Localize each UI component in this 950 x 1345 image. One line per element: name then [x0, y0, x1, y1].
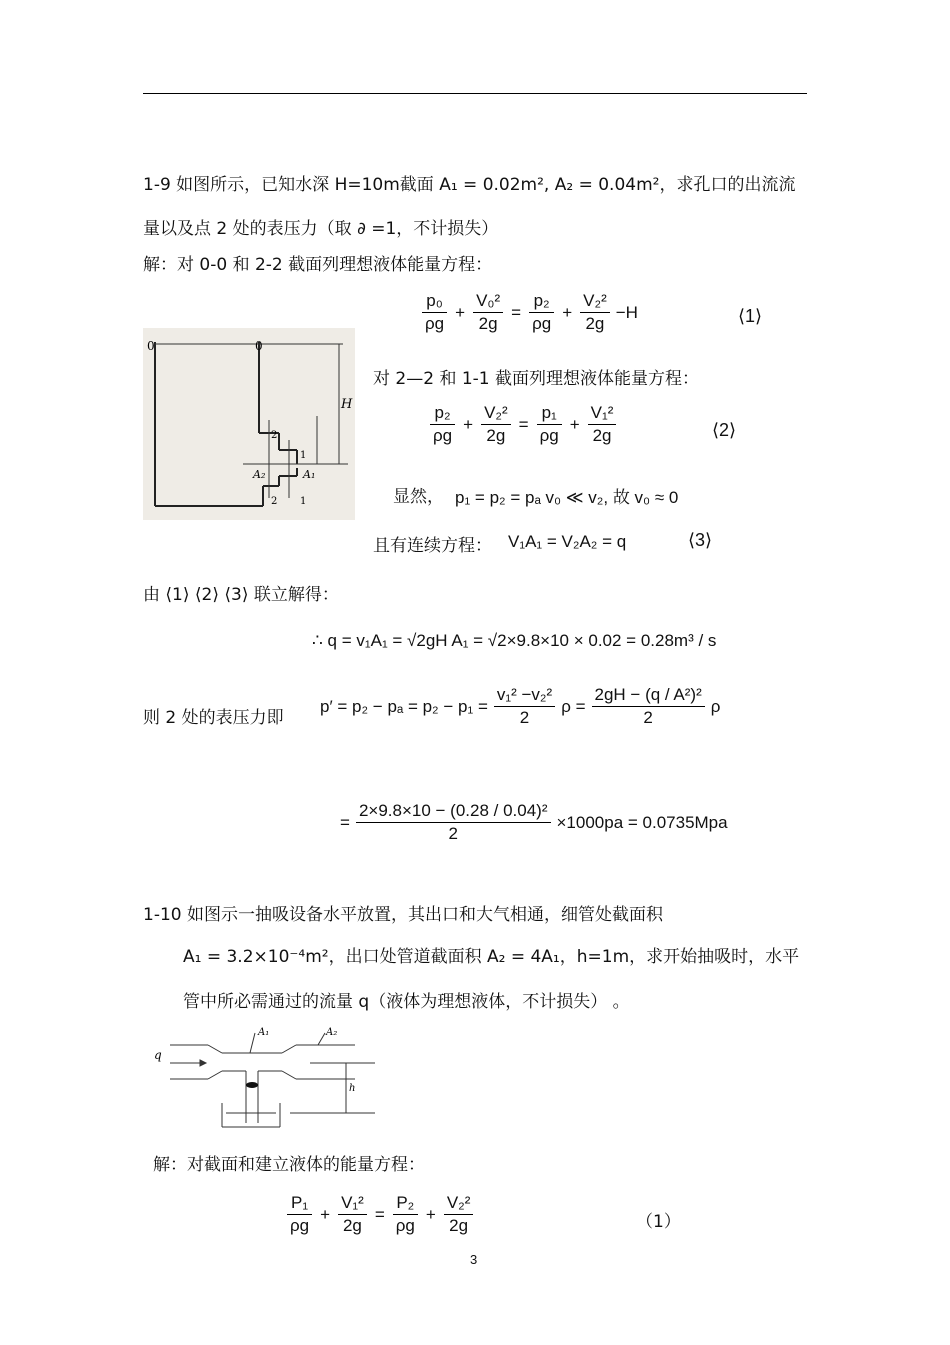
header-rule [143, 93, 807, 94]
eq1-v2: V₂² [580, 290, 610, 313]
eq110-V2: V₂² [444, 1192, 474, 1215]
eq2-v1: V₁² [588, 402, 617, 425]
pressure-frac1-num: v₁² −v₂² [494, 684, 555, 707]
continuity-label: 且有连续方程： [373, 536, 492, 556]
solution-1-10-intro: 解：对截面和建立液体的能量方程： [153, 1155, 425, 1175]
eq2-p2: p₂ [430, 402, 455, 425]
problem-1-9-line2: 量以及点 2 处的表压力（取 ∂ =1，不计损失） [143, 219, 499, 239]
final-num: 2×9.8×10 − (0.28 / 0.04)² [356, 800, 551, 823]
eq110-rho-g-1: ρg [290, 1216, 310, 1235]
equation-2: $\frac{\text{p₂}}{\rho g}$ + $\frac{\text{V₂²}}{2g}$ = $\frac{\text{p₁}}{\rho g}$ + $\frac{\text{V₁²}}{2g}$ [428, 402, 618, 447]
problem-1-10-line2: A₁ = 3.2×10⁻⁴m²，出口处管道截面积 A₂ = 4A₁，h=1m，求开始抽吸时，水平 [183, 947, 800, 967]
pressure-label: 则 2 处的表压力即 [143, 708, 284, 728]
eq110-rho-g-2: ρg [395, 1216, 415, 1235]
fig2-label-h: h [349, 1083, 356, 1094]
fig-label-2-top: 2 [271, 430, 278, 441]
final-den: 2 [448, 824, 458, 843]
equation-1: $\frac{\text{p₀}}{\rho g}$ + $\frac{\text{V₀²}}{2g}$ = $\frac{\text{p₂}}{\rho g}$ + $\frac{\text{V₂²}}{2g}$ −H [420, 290, 638, 335]
fig-label-0-right: 0 [255, 339, 263, 353]
pressure-lhs: p′ = p₂ − pₐ = p₂ − p₁ = [320, 696, 488, 716]
eq110-2g-2: 2g [449, 1216, 469, 1235]
eq2-2g-1: 2g [486, 426, 506, 445]
eq1-v0: V₀² [473, 290, 503, 313]
eq110-P1: P₁ [287, 1192, 312, 1215]
fig-label-1-top: 1 [300, 450, 307, 461]
solution-1-9-intro: 解：对 0-0 和 2-2 截面列理想液体能量方程： [143, 255, 493, 275]
fig-label-0-left: 0 [147, 339, 155, 353]
eq1-p0: p₀ [422, 290, 447, 313]
obvious-equation: p₁ = p₂ = pₐ v₀ ≪ v₂, 故 v₀ ≈ 0 [455, 488, 679, 507]
fig-label-H: H [341, 397, 353, 412]
text-2-1-intro: 对 2—2 和 1-1 截面列理想液体能量方程： [373, 369, 700, 389]
continuity-tag: ⟨3⟩ [688, 530, 713, 550]
eq1-rho-g-2: ρg [532, 314, 552, 333]
problem-1-9-line1: 1-9 如图所示，已知水深 H=10m截面 A₁ = 0.02m², A₂ = 0.04m²，求孔口的出流流 [143, 175, 796, 195]
pressure-equation [320, 684, 720, 729]
figure-1-10 [150, 1023, 380, 1133]
final-prefix: = [340, 812, 350, 832]
eq2-p1: p₁ [537, 402, 562, 425]
pressure-frac2-den: 2 [643, 708, 653, 727]
eq2-2g-2: 2g [592, 426, 612, 445]
problem-1-10-line1: 1-10 如图示一抽吸设备水平放置，其出口和大气相通，细管处截面积 [143, 905, 663, 925]
continuity-equation: V₁A₁ = V₂A₂ = q [508, 532, 627, 551]
eq2-v2: V₂² [481, 402, 511, 425]
combined-text: 由 ⟨1⟩ ⟨2⟩ ⟨3⟩ 联立解得： [143, 585, 339, 605]
fig2-label-q: q [154, 1048, 162, 1062]
eq110-V1: V₁² [338, 1192, 367, 1215]
eq1-2g-1: 2g [478, 314, 498, 333]
fig-label-A2: A₂ [253, 468, 266, 481]
problem-1-10-line3: 管中所必需通过的流量 q（液体为理想液体，不计损失） 。 [183, 992, 630, 1012]
eq2-rho-g-1: ρg [433, 426, 453, 445]
fig-label-1-bottom: 1 [300, 496, 307, 507]
pressure-rho2: ρ [710, 696, 721, 716]
eq110-P2: P₂ [393, 1192, 418, 1215]
eq1-tail: −H [615, 302, 638, 322]
equation-1-10-1: $\frac{\text{P₁}}{\rho g}$ + $\frac{\text{V₁²}}{2g}$ = $\frac{\text{P₂}}{\rho g}$ + $\frac{\text{V₂²}}{2g}$ [285, 1192, 475, 1237]
final-tail: ×1000pa = 0.0735Mpa [556, 812, 728, 832]
figure-1-10-drawing [150, 1023, 380, 1133]
fig-label-A1: A₁ [303, 468, 316, 481]
eq1-2g-2: 2g [585, 314, 605, 333]
figure-1-9-drawing [143, 328, 355, 520]
obvious-label: 显然， [393, 487, 444, 507]
pressure-frac2-num: 2gH − (q / A²)² [592, 684, 705, 707]
page-number: 3 [470, 1252, 478, 1267]
final-pressure-equation [340, 800, 728, 845]
fig2-label-A2: A₂ [326, 1027, 338, 1038]
eq1-p2: p₂ [529, 290, 554, 313]
fig2-label-A1: A₁ [258, 1027, 270, 1038]
equation-2-tag: ⟨2⟩ [712, 420, 737, 440]
eq2-rho-g-2: ρg [539, 426, 559, 445]
eq1-rho-g-1: ρg [425, 314, 445, 333]
equation-1-10-1-tag: （1） [636, 1212, 681, 1232]
equation-1-tag: ⟨1⟩ [738, 306, 763, 326]
fig-label-2-bottom: 2 [271, 496, 278, 507]
eq110-2g-1: 2g [342, 1216, 362, 1235]
pressure-rho: ρ = [561, 696, 586, 716]
pressure-frac1-den: 2 [519, 708, 530, 727]
figure-1-9 [143, 328, 355, 520]
q-result-equation: ∴ q = v₁A₁ = √2gH A₁ = √2×9.8×10 × 0.02 = 0.28m³ / s [312, 631, 717, 650]
